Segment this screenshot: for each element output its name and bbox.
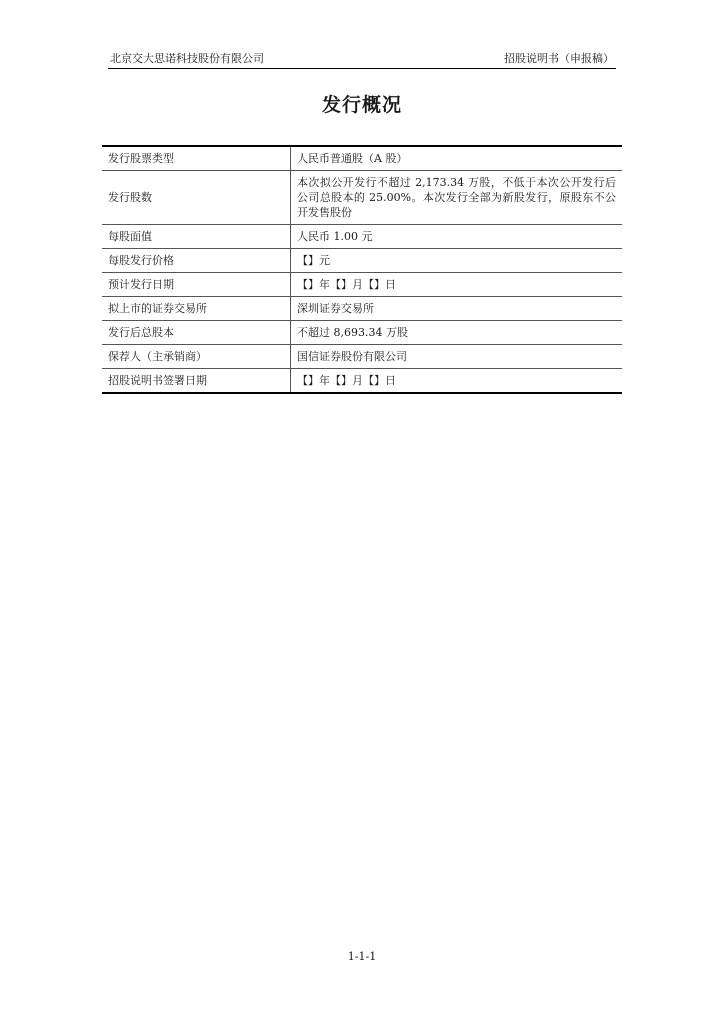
- row-label: 预计发行日期: [102, 273, 291, 297]
- table-row: [102, 171, 622, 225]
- row-value: 本次拟公开发行不超过 2,173.34 万股，不低于本次公开发行后公司总股本的 25.00%。本次发行全部为新股发行，原股东不公开发售股份: [297, 176, 616, 219]
- page-title: 发行概况: [321, 94, 402, 116]
- row-value: 人民币普通股（A 股）: [297, 152, 408, 165]
- table-row: [102, 345, 622, 369]
- row-label: 保荐人（主承销商）: [102, 345, 291, 369]
- table-row: [102, 249, 622, 273]
- row-label: 每股面值: [102, 225, 291, 249]
- table-row: [102, 321, 622, 345]
- table-row: [102, 297, 622, 321]
- row-value: 不超过 8,693.34 万股: [297, 326, 408, 339]
- page-number: 1-1-1: [347, 950, 377, 963]
- row-value: 深圳证券交易所: [297, 302, 374, 315]
- table-row: [102, 369, 622, 394]
- row-value: 【】年【】月【】日: [297, 374, 396, 387]
- row-value: 【】年【】月【】日: [297, 278, 396, 291]
- row-value: 国信证券股份有限公司: [297, 350, 407, 363]
- row-label: 拟上市的证券交易所: [102, 297, 291, 321]
- row-value: 【】元: [297, 254, 330, 267]
- table-row: [102, 273, 622, 297]
- page-header: [108, 50, 616, 69]
- row-label: 每股发行价格: [102, 249, 291, 273]
- header-company-name: 北京交大思诺科技股份有限公司: [110, 52, 264, 65]
- header-document-type: 招股说明书（申报稿）: [504, 52, 614, 65]
- row-label: 发行股票类型: [102, 146, 291, 171]
- row-value: 人民币 1.00 元: [297, 230, 373, 243]
- table-row: [102, 146, 622, 171]
- table-row: [102, 225, 622, 249]
- row-label: 发行后总股本: [102, 321, 291, 345]
- row-label: 招股说明书签署日期: [102, 369, 291, 394]
- offering-overview-table: [102, 145, 622, 394]
- row-label: 发行股数: [102, 171, 291, 225]
